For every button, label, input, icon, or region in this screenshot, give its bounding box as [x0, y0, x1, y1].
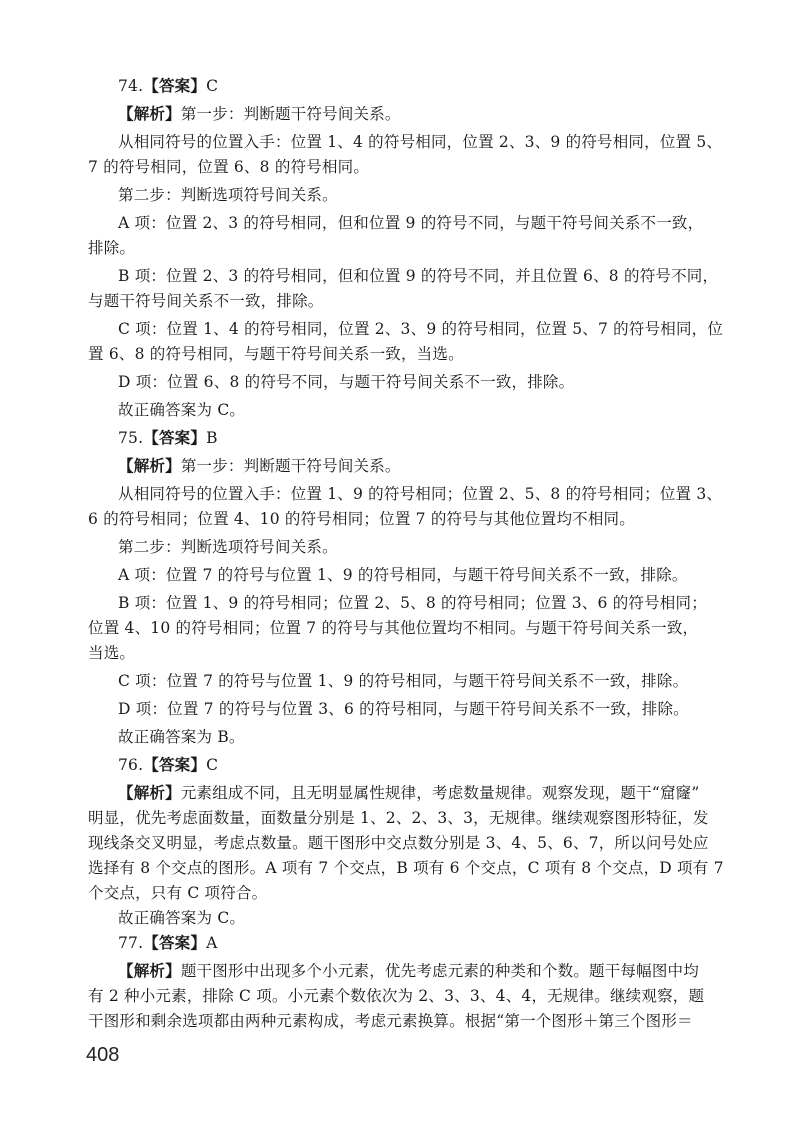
q75-line: 位置 4、10 的符号相同；位置 7 的符号与其他位置均不相同。与题干符号间关系一致， — [88, 619, 699, 637]
q74-line: 故正确答案为 C。 — [118, 401, 246, 419]
q74-number: 74. — [118, 77, 144, 95]
q76-analysis-line — [118, 783, 718, 803]
q75-line: 故正确答案为 B。 — [118, 728, 245, 746]
q76-line: 现线条交叉明显，考虑点数量。题干图形中交点数分别是 3、4、5、6、7，所以问号处应 — [88, 834, 709, 852]
page-number: 408 — [86, 1044, 120, 1066]
q75-line: C 项：位置 7 的符号与位置 1、9 的符号相同，与题干符号间关系不一致，排除。 — [118, 672, 689, 690]
q74-line: 从相同符号的位置入手：位置 1、4 的符号相同，位置 2、3、9 的符号相同，位置 5、 — [118, 133, 723, 151]
q74-analysis-line — [118, 104, 718, 124]
q74-line: 第二步：判断选项符号间关系。 — [118, 186, 338, 204]
q75-analysis-lead: 第一步：判断题干符号间关系。 — [180, 457, 401, 475]
q77-analysis-line — [118, 961, 718, 981]
q75-answer-label: 【答案】 — [143, 429, 207, 447]
q74-answer-label: 【答案】 — [143, 77, 207, 95]
q74-answer-line — [118, 76, 718, 96]
q76-analysis-lead: 元素组成不同，且无明显属性规律，考虑数量规律。观察发现，题干“窟窿” — [180, 784, 700, 802]
q77-analysis-lead: 题干图形中出现多个小元素，优先考虑元素的种类和个数。题干每幅图中均 — [180, 962, 699, 980]
q74-line: C 项：位置 1、4 的符号相同，位置 2、3、9 的符号相同，位置 5、7 的符号相同，位 — [118, 320, 724, 338]
q74-line: B 项：位置 2、3 的符号相同，但和位置 9 的符号不同，并且位置 6、8 的符号不同， — [118, 267, 719, 285]
q74-line: 与题干符号间关系不一致，排除。 — [88, 292, 324, 310]
q74-line: 7 的符号相同，位置 6、8 的符号相同。 — [88, 158, 370, 176]
q75-line: B 项：位置 1、9 的符号相同；位置 2、5、8 的符号相同；位置 3、6 的符号相同； — [118, 594, 707, 612]
q74-analysis-label: 【解析】 — [118, 105, 181, 123]
q76-analysis-label: 【解析】 — [118, 784, 181, 802]
q75-line: 当选。 — [88, 644, 136, 662]
q76-number: 76. — [118, 756, 144, 774]
q76-answer-label: 【答案】 — [143, 756, 207, 774]
q77-line: 干图形和剩余选项都由两种元素构成，考虑元素换算。根据“第一个图形＋第三个图形＝ — [88, 1012, 693, 1030]
q77-analysis-label: 【解析】 — [118, 962, 181, 980]
q74-line: A 项：位置 2、3 的符号相同，但和位置 9 的符号不同，与题干符号间关系不一致， — [118, 214, 704, 232]
q74-line: 置 6、8 的符号相同，与题干符号间关系一致，当选。 — [88, 345, 464, 363]
q75-line: D 项：位置 7 的符号与位置 3、6 的符号相同，与题干符号间关系不一致，排除。 — [118, 700, 689, 718]
q76-line: 选择有 8 个交点的图形。A 项有 7 个交点，B 项有 6 个交点，C 项有 8 个交点，D 项有 7 — [88, 859, 724, 877]
q77-line: 有 2 种小元素，排除 C 项。小元素个数依次为 2、3、3、4、4，无规律。继续观察，题 — [88, 987, 705, 1005]
q75-line: 6 的符号相同；位置 4、10 的符号相同；位置 7 的符号与其他位置均不相同。 — [88, 510, 635, 528]
q74-analysis-lead: 第一步：判断题干符号间关系。 — [180, 105, 401, 123]
q77-answer-label: 【答案】 — [143, 934, 207, 952]
q77-answer-line — [118, 933, 718, 953]
q76-answer: C — [206, 756, 219, 774]
q74-line: 排除。 — [88, 239, 136, 257]
q75-line: 从相同符号的位置入手：位置 1、9 的符号相同；位置 2、5、8 的符号相同；位置 3、 — [118, 485, 723, 503]
q74-line: D 项：位置 6、8 的符号不同，与题干符号间关系不一致，排除。 — [118, 373, 575, 391]
q76-line: 明显，优先考虑面数量，面数量分别是 1、2、2、3、3，无规律。继续观察图形特征，发 — [88, 809, 709, 827]
q74-answer: C — [206, 77, 219, 95]
q77-answer: A — [206, 934, 218, 952]
q75-number: 75. — [118, 429, 144, 447]
q77-number: 77. — [118, 934, 144, 952]
q76-line: 个交点，只有 C 项符合。 — [88, 884, 268, 902]
q75-line: 第二步：判断选项符号间关系。 — [118, 538, 338, 556]
q76-line: 故正确答案为 C。 — [118, 909, 246, 927]
q75-analysis-line — [118, 456, 718, 476]
q75-answer: B — [206, 429, 218, 447]
q75-analysis-label: 【解析】 — [118, 457, 181, 475]
q75-answer-line — [118, 428, 718, 448]
q76-answer-line — [118, 755, 718, 775]
q75-line: A 项：位置 7 的符号与位置 1、9 的符号相同，与题干符号间关系不一致，排除。 — [118, 566, 688, 584]
